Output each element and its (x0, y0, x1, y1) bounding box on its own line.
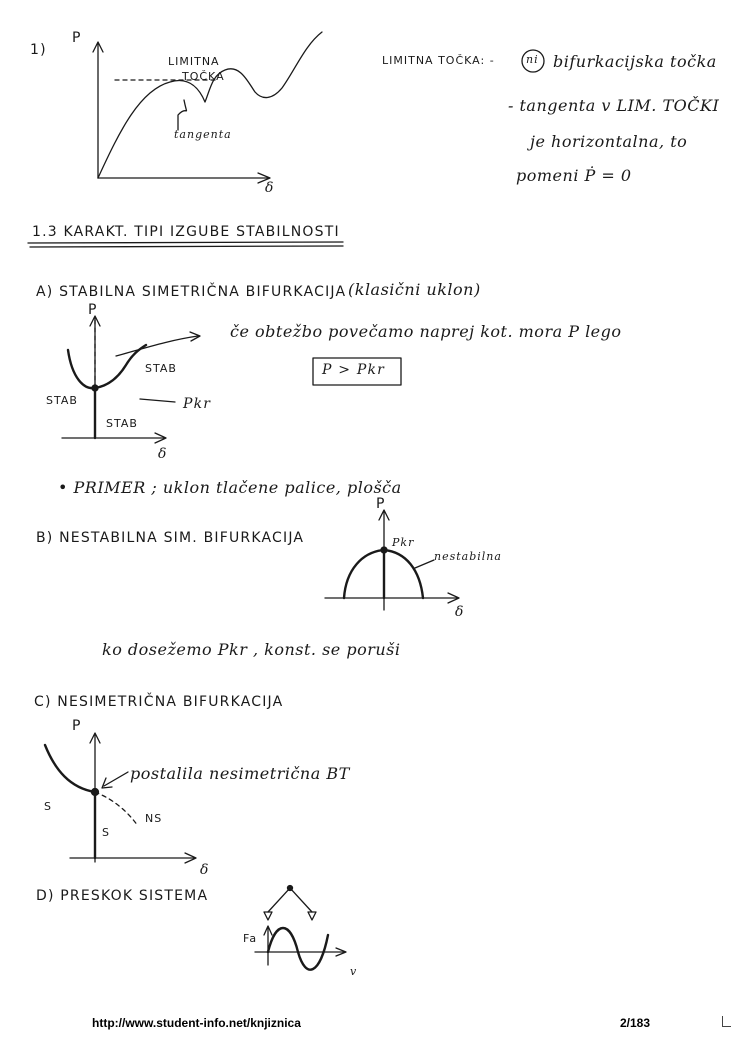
graphB-y-label: P (376, 496, 386, 512)
graphA-stab-label-lower: STAB (106, 417, 138, 430)
graphA-bifurcation-point (92, 385, 98, 391)
sectionC-title: C) NESIMETRIČNA BIFURKACIJA (34, 694, 284, 710)
limit-point-note-line-2: - tangenta v LIM. TOČKI (508, 96, 720, 115)
graphA-condition-text: P > Pkr (322, 362, 386, 378)
graphB-x-label: δ (455, 604, 465, 620)
graph1-curve (98, 32, 322, 178)
graphC-stable-branch (45, 745, 95, 792)
graphC-point-label: postalila nesimetrična BT (130, 764, 350, 783)
limit-point-note-circled: ni (526, 53, 539, 66)
sectionA-paren-note: (klasični uklon) (348, 280, 481, 299)
graphA-y-label: P (88, 302, 98, 318)
limit-point-note-line-4: pomeni Ṗ = 0 (516, 166, 632, 185)
graphA-pkr-label: Pkr (183, 396, 212, 412)
graphD-truss-apex (288, 886, 293, 891)
graph1-limit-label-1: LIMITNA (168, 55, 220, 68)
graphC-unstable-label: NS (145, 812, 163, 825)
graphD-right-support (308, 912, 316, 920)
graphA-stab-label-upper: STAB (145, 362, 177, 375)
sectionB-title: B) NESTABILNA SIM. BIFURKACIJA (36, 530, 305, 546)
graphB-bifurcation-point (381, 547, 387, 553)
graphD-arch-truss (268, 888, 312, 912)
asymmetric-bifurcation-graph (45, 733, 196, 863)
graphD-left-support (264, 912, 272, 920)
limit-point-note-bifurcation: bifurkacijska točka (553, 52, 717, 71)
graphC-bifurcation-point (92, 789, 99, 796)
heading-underline (28, 242, 343, 243)
scan-corner-mark (722, 1016, 731, 1027)
graphC-unstable-branch (95, 792, 138, 826)
graph1-y-label: P (72, 30, 82, 46)
graphA-pkr-pointer (140, 399, 175, 402)
footer-page-number: 2/183 (620, 1016, 651, 1030)
footer-url[interactable]: http://www.student-info.net/knjiznica (92, 1016, 301, 1030)
graphB-pkr-label: Pkr (392, 536, 415, 549)
graphC-y-label: P (72, 718, 82, 734)
graph1-tangent-pointer (178, 100, 186, 130)
graphB-unstable-label: nestabilna (434, 550, 502, 563)
graphC-pointer-line (104, 772, 128, 786)
sectionB-note: ko dosežemo Pkr , konst. se poruši (102, 640, 401, 659)
graphC-x-label: δ (200, 862, 210, 878)
graphA-pointer-line (116, 336, 198, 356)
snap-through-sketch (255, 886, 346, 970)
sectionA-post-buckling-note: če obtežbo povečamo naprej kot. mora P lego (230, 322, 622, 341)
sectionA-example: • PRIMER ; uklon tlačene palice, plošča (58, 478, 402, 497)
sectionD-title: D) PRESKOK SISTEMA (36, 888, 209, 904)
graph1-x-label: δ (265, 180, 275, 196)
graphA-x-label: δ (158, 446, 168, 462)
graphD-x-label: v (350, 965, 358, 978)
graphC-stable-trivial-label: S (102, 826, 110, 839)
section-heading: 1.3 KARAKT. TIPI IZGUBE STABILNOSTI (32, 224, 340, 240)
graph1-tangent-label: tangenta (174, 128, 232, 141)
graphC-stable-left-label: S (44, 800, 52, 813)
sectionA-title: A) STABILNA SIMETRIČNA BIFURKACIJA (36, 284, 347, 300)
graphD-y-label: Fa (243, 932, 258, 945)
graphC-pointer-arrow (102, 778, 112, 788)
limit-point-note-line-3: je horizontalna, to (530, 132, 688, 151)
graph1-limit-label-2: TOČKA (182, 70, 225, 83)
section1-number: 1) (30, 42, 47, 58)
heading-underline-2 (30, 246, 343, 247)
graphD-snap-curve (268, 928, 328, 970)
graphA-stab-label-left: STAB (46, 394, 78, 407)
graphB-label-pointer (415, 560, 434, 568)
limit-point-note-heading: LIMITNA TOČKA: - (382, 54, 495, 67)
